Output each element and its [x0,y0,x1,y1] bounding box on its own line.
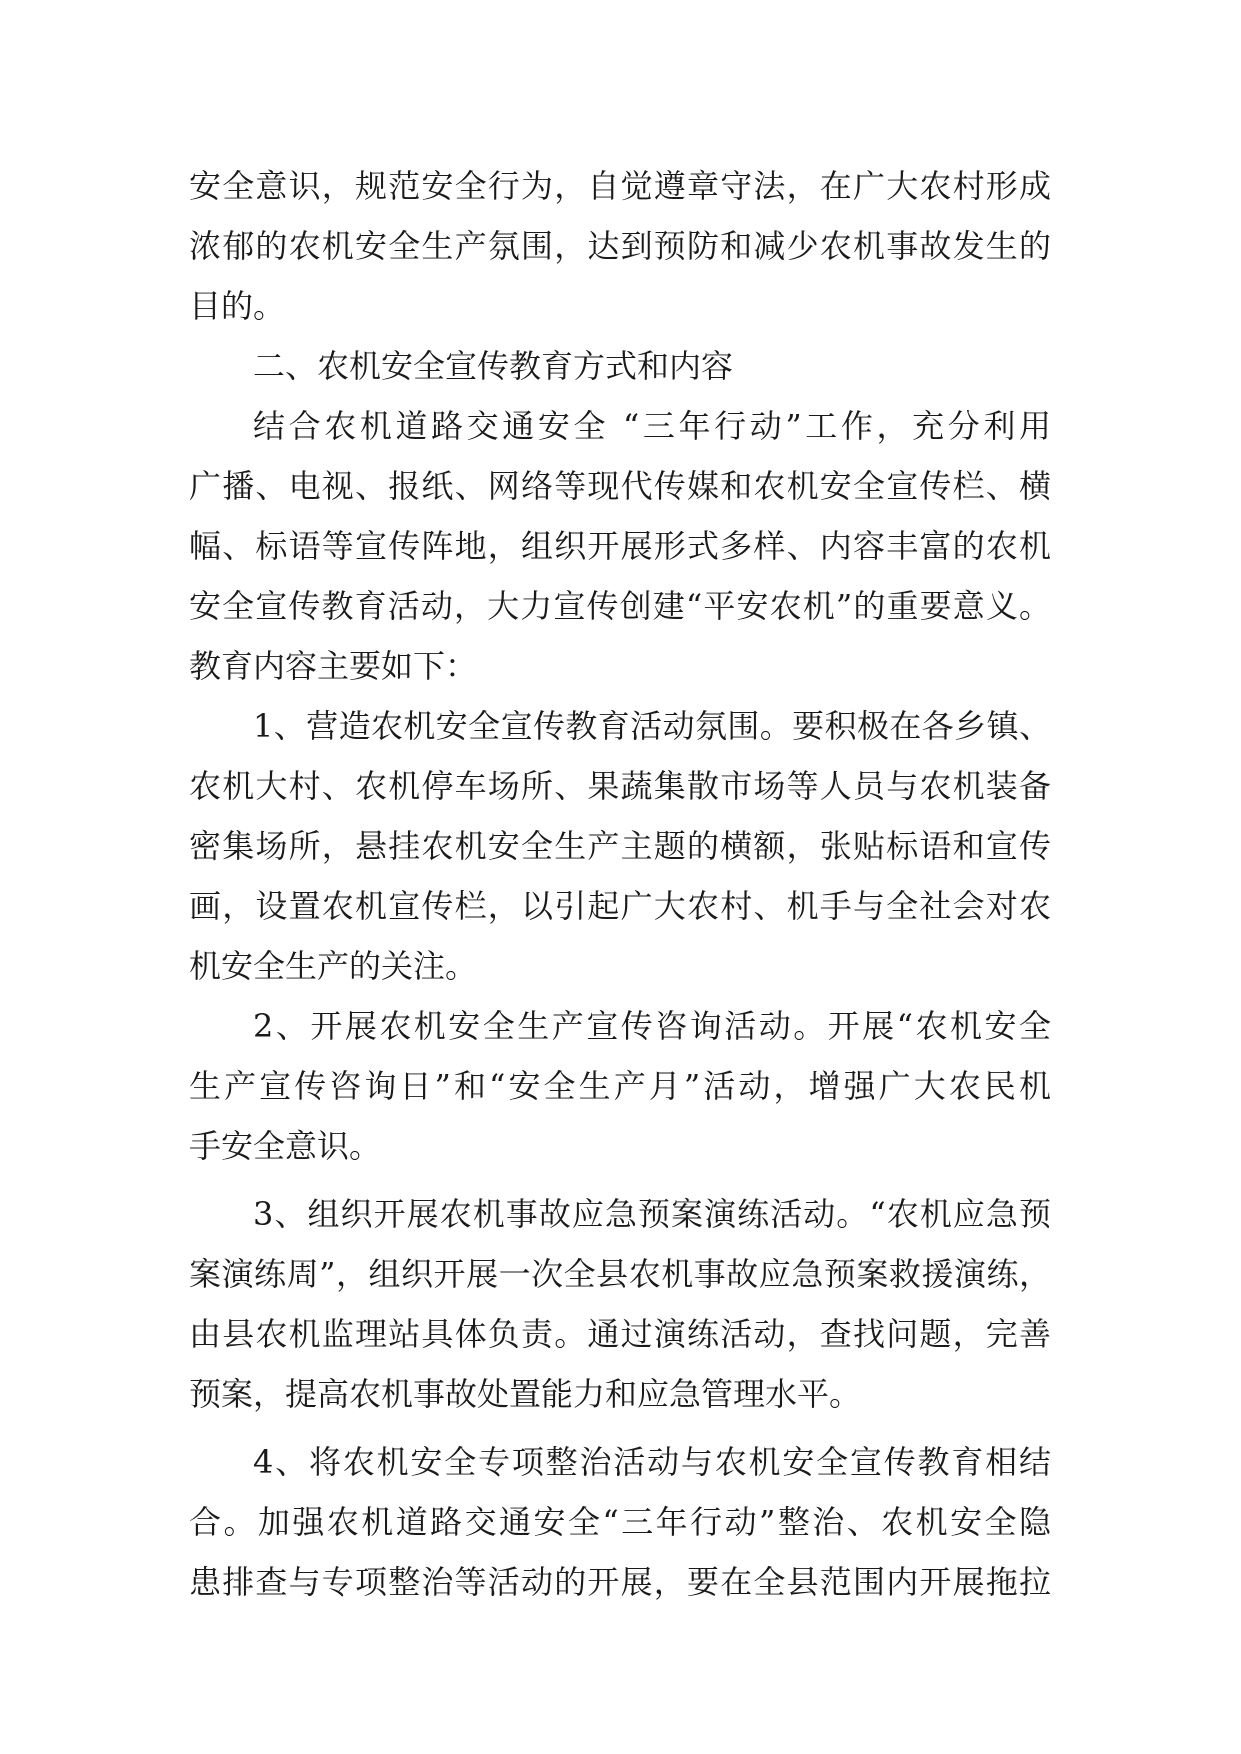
text-line: 农机大村、农机停车场所、果蔬集散市场等人员与农机装备 [189,767,1051,805]
text-line: 结合农机道路交通安全 “三年行动”工作，充分利用 [253,407,1051,445]
text-line: 案演练周”，组织开展一次全县农机事故应急预案救援演练， [189,1255,1051,1293]
section-heading: 二、农机安全宣传教育方式和内容 [253,347,734,385]
text-line: 1、营造农机安全宣传教育活动氛围。要积极在各乡镇、 [253,707,1051,745]
text-line: 密集场所，悬挂农机安全生产主题的横额，张贴标语和宣传 [189,827,1051,865]
text-line: 教育内容主要如下： [189,647,478,685]
text-line: 画，设置农机宣传栏，以引起广大农村、机手与全社会对农 [189,887,1051,925]
text-line: 安全宣传教育活动，大力宣传创建“平安农机”的重要意义。 [189,587,1051,625]
text-line: 3、组织开展农机事故应急预案演练活动。“农机应急预 [253,1195,1051,1233]
text-line: 幅、标语等宣传阵地，组织开展形式多样、内容丰富的农机 [189,527,1051,565]
text-line: 手安全意识。 [189,1127,382,1165]
text-line: 由县农机监理站具体负责。通过演练活动，查找问题，完善 [189,1315,1051,1353]
text-line: 浓郁的农机安全生产氛围，达到预防和减少农机事故发生的 [189,227,1051,265]
text-line: 安全意识，规范安全行为，自觉遵章守法，在广大农村形成 [189,167,1051,205]
text-line: 合。加强农机道路交通安全“三年行动”整治、农机安全隐 [189,1503,1051,1541]
text-line: 目的。 [189,287,286,325]
text-line: 2、开展农机安全生产宣传咨询活动。开展“农机安全 [253,1007,1051,1045]
text-line: 4、将农机安全专项整治活动与农机安全宣传教育相结 [253,1443,1051,1481]
text-line: 机安全生产的关注。 [189,947,478,985]
text-line: 预案，提高农机事故处置能力和应急管理水平。 [189,1375,862,1413]
text-line: 患排查与专项整治等活动的开展，要在全县范围内开展拖拉 [189,1563,1051,1601]
text-line: 生产宣传咨询日”和“安全生产月”活动，增强广大农民机 [189,1067,1051,1105]
text-line: 广播、电视、报纸、网络等现代传媒和农机安全宣传栏、横 [189,467,1051,505]
document-body [189,156,1051,1612]
